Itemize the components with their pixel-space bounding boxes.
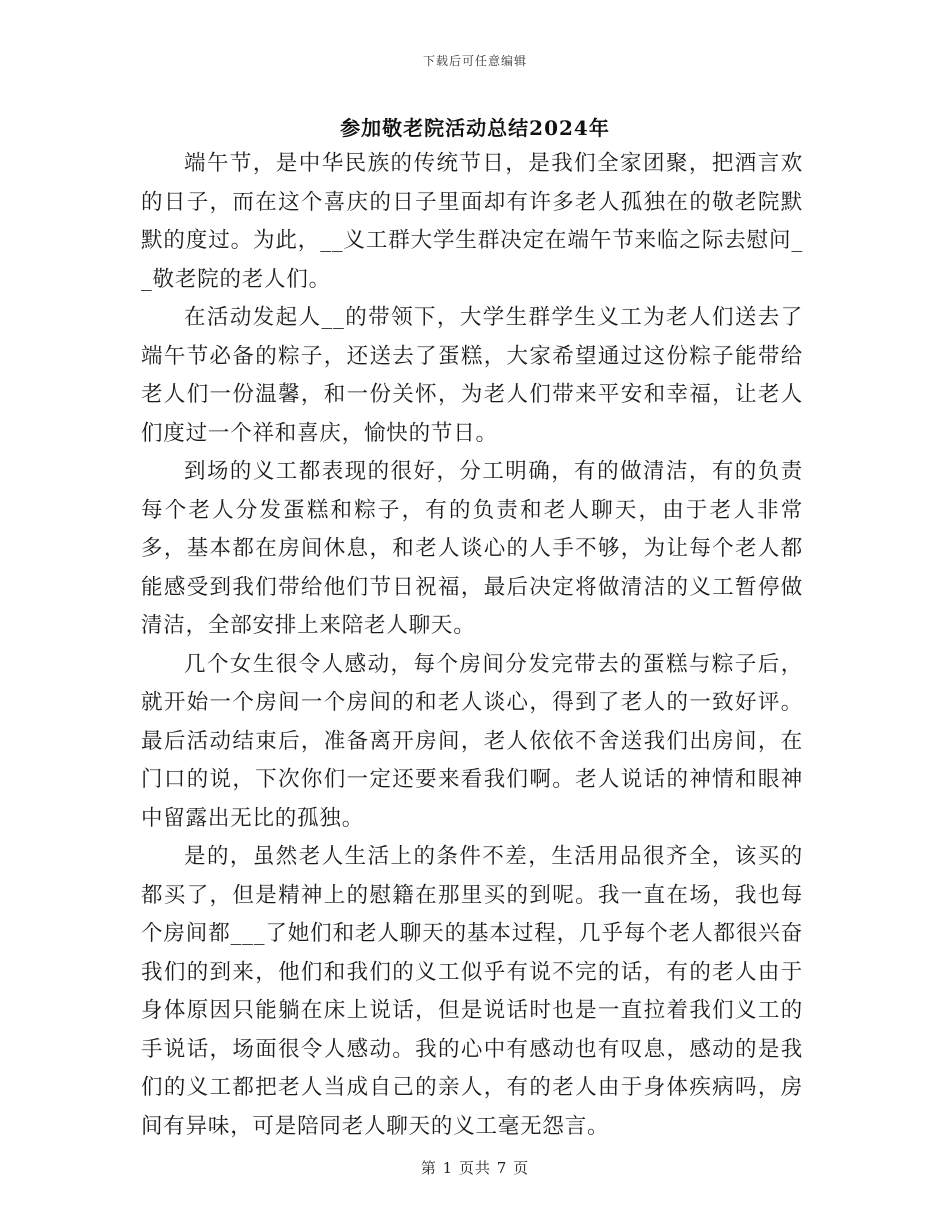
paragraph-4: 几个女生很令人感动，每个房间分发完带去的蛋糕与粽子后，就开始一个房间一个房间的和老人谈心，得到了老人的一致好评。最后活动结束后，准备离开房间，老人依依不舍送我们出房间，在门口的说，下次你们一定还要来看我们啊。老人说话的神情和眼神中留露出无比的孤独。 (141, 651, 803, 831)
page-number-footer: 第 1 页共 7 页 (420, 1159, 530, 1177)
paragraph-5: 是的，虽然老人生活上的条件不差，生活用品很齐全，该买的都买了，但是精神上的慰籍在那里买的到呢。我一直在场，我也每个房间都___了她们和老人聊天的基本过程，几乎每个老人都很兴奋我们的到来，他们和我们的义工似乎有说不完的话，有的老人由于身体原因只能躺在床上说话，但是说话时也是一直拉着我们义工的手说话，场面很令人感动。我的心中有感动也有叹息，感动的是我们的义工都把老人当成自己的亲人，有的老人由于身体疾病吗，房间有异味，可是陪同老人聊天的义工毫无怨言。 (141, 844, 803, 1139)
paragraph-1: 端午节，是中华民族的传统节日，是我们全家团聚，把酒言欢的日子，而在这个喜庆的日子里面却有许多老人孤独在的敬老院默默的度过。为此，__义工群大学生群决定在端午节来临之际去慰问__敬老院的老人们。 (141, 151, 803, 292)
paragraph-2: 在活动发起人__的带领下，大学生群学生义工为老人们送去了端午节必备的粽子，还送去了蛋糕，大家希望通过这份粽子能带给老人们一份温馨，和一份关怀，为老人们带来平安和幸福，让老人们度过一个祥和喜庆，愉快的节日。 (141, 305, 803, 446)
document-title: 参加敬老院活动总结2024年 (340, 116, 610, 140)
paragraph-3: 到场的义工都表现的很好，分工明确，有的做清洁，有的负责每个老人分发蛋糕和粽子，有的负责和老人聊天，由于老人非常多，基本都在房间休息，和老人谈心的人手不够，为让每个老人都能感受到我们带给他们节日祝福，最后决定将做清洁的义工暂停做清洁，全部安排上来陪老人聊天。 (141, 459, 803, 638)
document-body (141, 145, 803, 1146)
page-header-note: 下载后可任意编辑 (422, 54, 527, 68)
